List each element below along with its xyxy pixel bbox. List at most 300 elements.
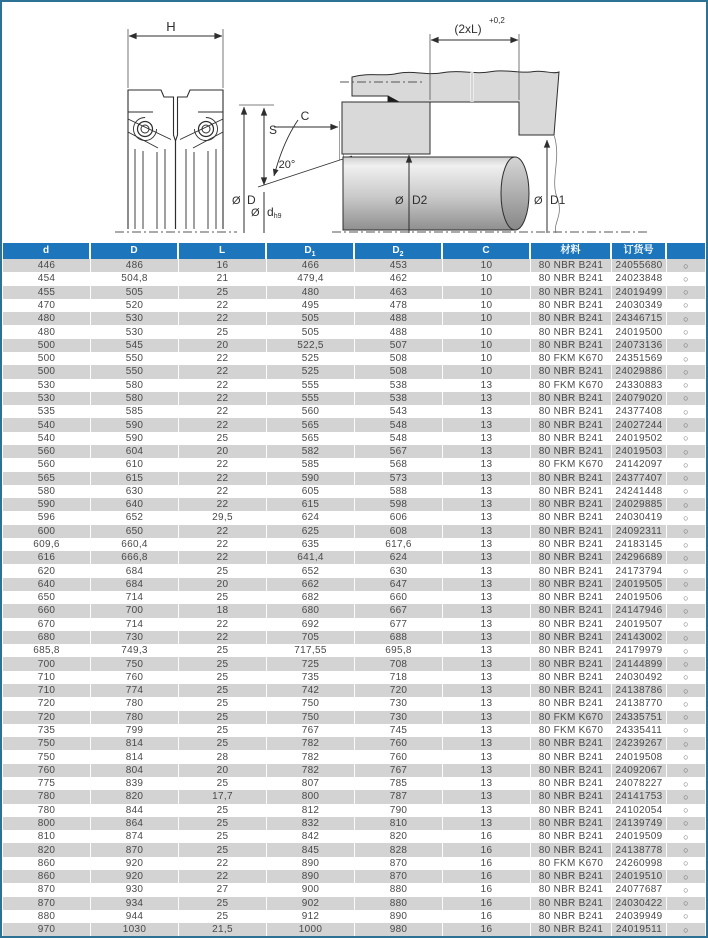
table-row [3,591,705,604]
cell-material: 80 NBR B241 [531,644,612,657]
table-body [3,259,705,936]
cell-D: 920 [91,857,179,870]
availability-circle-icon: ○ [667,578,705,591]
cell-d: 820 [3,843,91,856]
cell-D: 864 [91,817,179,830]
cell-D: 874 [91,830,179,843]
cell-D2: 538 [355,392,443,405]
cell-D2: 790 [355,804,443,817]
cell-d: 470 [3,299,91,312]
availability-circle-icon: ○ [667,671,705,684]
cell-D: 839 [91,777,179,790]
cell-d: 810 [3,830,91,843]
table-row [3,379,705,392]
cell-D1: 555 [267,379,355,392]
availability-circle-icon: ○ [667,618,705,631]
cell-material: 80 FKM K670 [531,711,612,724]
cell-d: 596 [3,511,91,524]
cell-L: 25 [179,644,267,657]
cell-d: 735 [3,724,91,737]
cell-order-number: 24143002 [612,631,667,644]
availability-circle-icon: ○ [667,830,705,843]
cell-D2: 667 [355,604,443,617]
cell-d: 750 [3,737,91,750]
cell-L: 25 [179,286,267,299]
table-row [3,737,705,750]
availability-circle-icon: ○ [667,379,705,392]
cell-d: 870 [3,897,91,910]
cell-D: 934 [91,897,179,910]
cell-D1: 680 [267,604,355,617]
cell-d: 446 [3,259,91,272]
cell-D1: 890 [267,857,355,870]
technical-drawing [2,2,708,243]
availability-circle-icon: ○ [667,777,705,790]
cell-order-number: 24019510 [612,870,667,883]
cell-material: 80 NBR B241 [531,843,612,856]
cell-C: 13 [443,591,531,604]
cell-L: 25 [179,325,267,338]
cell-material: 80 NBR B241 [531,684,612,697]
cell-d: 640 [3,578,91,591]
cell-material: 80 FKM K670 [531,724,612,737]
cell-D: 684 [91,564,179,577]
dim-label-dia-D-sign: Ø [232,195,241,207]
cell-d: 455 [3,286,91,299]
cell-d: 530 [3,392,91,405]
cell-material: 80 NBR B241 [531,830,612,843]
cell-D1: 522,5 [267,339,355,352]
cell-material: 80 NBR B241 [531,418,612,431]
availability-circle-icon: ○ [667,312,705,325]
availability-circle-icon: ○ [667,564,705,577]
table-row [3,498,705,511]
installation-view [332,16,647,233]
cell-order-number: 24030492 [612,671,667,684]
cell-D1: 505 [267,312,355,325]
cell-L: 22 [179,352,267,365]
cell-material: 80 NBR B241 [531,910,612,923]
cell-D1: 615 [267,498,355,511]
cell-D: 550 [91,352,179,365]
cell-L: 20 [179,764,267,777]
cell-C: 16 [443,897,531,910]
cell-D: 590 [91,418,179,431]
cell-material: 80 FKM K670 [531,458,612,471]
cell-D1: 565 [267,432,355,445]
cell-D2: 463 [355,286,443,299]
column-header-d: d [3,243,91,259]
cell-C: 13 [443,750,531,763]
cell-L: 25 [179,697,267,710]
cell-material: 80 NBR B241 [531,671,612,684]
cell-D: 814 [91,750,179,763]
availability-circle-icon: ○ [667,604,705,617]
cell-C: 10 [443,272,531,285]
cell-material: 80 NBR B241 [531,286,612,299]
cell-D: 780 [91,711,179,724]
availability-circle-icon: ○ [667,472,705,485]
cell-D: 844 [91,804,179,817]
cell-D1: 807 [267,777,355,790]
cell-D2: 828 [355,843,443,856]
cell-D2: 890 [355,910,443,923]
cell-C: 10 [443,339,531,352]
cell-D2: 980 [355,923,443,936]
cell-C: 16 [443,857,531,870]
cell-D: 580 [91,392,179,405]
cell-C: 13 [443,498,531,511]
availability-circle-icon: ○ [667,804,705,817]
availability-circle-icon: ○ [667,538,705,551]
table-row [3,697,705,710]
cell-D: 820 [91,790,179,803]
cell-D2: 608 [355,525,443,538]
cell-L: 16 [179,259,267,272]
table-row [3,418,705,431]
cell-material: 80 NBR B241 [531,538,612,551]
cell-order-number: 24142097 [612,458,667,471]
cell-L: 25 [179,737,267,750]
cell-D1: 560 [267,405,355,418]
availability-circle-icon: ○ [667,405,705,418]
cell-material: 80 NBR B241 [531,764,612,777]
table-row [3,883,705,896]
cell-order-number: 24138786 [612,684,667,697]
cell-D: 650 [91,525,179,538]
cell-L: 17,7 [179,790,267,803]
cell-D2: 567 [355,445,443,458]
cell-D: 930 [91,883,179,896]
cell-d: 620 [3,564,91,577]
cell-D1: 735 [267,671,355,684]
column-header-material: 材料 [531,243,612,259]
cell-material: 80 NBR B241 [531,405,612,418]
cell-D1: 812 [267,804,355,817]
housing-left-block [342,102,430,154]
cell-d: 870 [3,883,91,896]
cell-D: 749,3 [91,644,179,657]
cell-D2: 617,6 [355,538,443,551]
table-row [3,578,705,591]
shaft-end-cap [501,157,529,230]
dim-label-dia-D1-sign: Ø [534,195,543,207]
cell-d: 860 [3,857,91,870]
availability-circle-icon: ○ [667,644,705,657]
table-row [3,711,705,724]
cell-C: 13 [443,472,531,485]
table-row [3,472,705,485]
cell-D1: 505 [267,325,355,338]
table-row [3,817,705,830]
cell-L: 22 [179,870,267,883]
cell-D1: 682 [267,591,355,604]
cell-D2: 745 [355,724,443,737]
cell-d: 590 [3,498,91,511]
availability-circle-icon: ○ [667,299,705,312]
cell-D1: 912 [267,910,355,923]
cell-D: 550 [91,365,179,378]
cell-L: 22 [179,392,267,405]
cell-D2: 787 [355,790,443,803]
cell-d: 480 [3,312,91,325]
cell-D2: 730 [355,711,443,724]
table-row [3,897,705,910]
table-row [3,564,705,577]
cell-order-number: 24138770 [612,697,667,710]
cell-order-number: 24030419 [612,511,667,524]
cell-D1: 635 [267,538,355,551]
dim-label-dia-D2: D2 [412,193,428,207]
cell-C: 13 [443,485,531,498]
cell-material: 80 NBR B241 [531,272,612,285]
availability-circle-icon: ○ [667,352,705,365]
column-header-availability [667,243,705,259]
cell-C: 13 [443,671,531,684]
cell-C: 13 [443,790,531,803]
cell-D1: 767 [267,724,355,737]
cell-C: 10 [443,312,531,325]
cell-order-number: 24147946 [612,604,667,617]
cell-D: 714 [91,591,179,604]
cell-D2: 718 [355,671,443,684]
cell-material: 80 NBR B241 [531,339,612,352]
cell-material: 80 NBR B241 [531,737,612,750]
cell-C: 16 [443,870,531,883]
availability-circle-icon: ○ [667,392,705,405]
cell-d: 616 [3,551,91,564]
cell-D1: 900 [267,883,355,896]
cell-L: 22 [179,472,267,485]
cell-D: 610 [91,458,179,471]
cell-material: 80 NBR B241 [531,525,612,538]
availability-circle-icon: ○ [667,923,705,936]
cell-C: 13 [443,817,531,830]
cell-d: 609,6 [3,538,91,551]
cell-order-number: 24027244 [612,418,667,431]
cell-C: 13 [443,538,531,551]
cell-material: 80 NBR B241 [531,923,612,936]
cell-D2: 548 [355,418,443,431]
cell-D1: 750 [267,711,355,724]
cell-C: 10 [443,259,531,272]
availability-circle-icon: ○ [667,657,705,670]
cell-material: 80 NBR B241 [531,604,612,617]
cell-D: 630 [91,485,179,498]
cell-D2: 508 [355,352,443,365]
cell-order-number: 24141753 [612,790,667,803]
cell-L: 25 [179,591,267,604]
cell-D2: 647 [355,578,443,591]
cell-d: 560 [3,445,91,458]
cell-C: 13 [443,578,531,591]
table-row [3,764,705,777]
cell-d: 860 [3,870,91,883]
cell-D: 750 [91,657,179,670]
cell-D1: 555 [267,392,355,405]
column-header-D1: D 1 [267,243,355,259]
cell-D1: 590 [267,472,355,485]
cell-order-number: 24019508 [612,750,667,763]
cell-D: 590 [91,432,179,445]
cell-C: 13 [443,724,531,737]
cell-D1: 624 [267,511,355,524]
cell-d: 535 [3,405,91,418]
cell-material: 80 NBR B241 [531,564,612,577]
cell-d: 560 [3,458,91,471]
cell-L: 22 [179,365,267,378]
cell-C: 16 [443,923,531,936]
cell-C: 13 [443,551,531,564]
cell-d: 680 [3,631,91,644]
cell-D: 780 [91,697,179,710]
cell-material: 80 NBR B241 [531,485,612,498]
availability-circle-icon: ○ [667,591,705,604]
availability-circle-icon: ○ [667,750,705,763]
availability-circle-icon: ○ [667,857,705,870]
cell-L: 22 [179,525,267,538]
cell-material: 80 NBR B241 [531,445,612,458]
cell-order-number: 24019507 [612,618,667,631]
cell-D2: 760 [355,737,443,750]
cell-L: 25 [179,817,267,830]
cell-D: 530 [91,325,179,338]
cell-d: 710 [3,684,91,697]
cell-material: 80 NBR B241 [531,432,612,445]
table-row [3,286,705,299]
cell-order-number: 24139749 [612,817,667,830]
cell-D1: 782 [267,764,355,777]
cell-L: 28 [179,750,267,763]
cell-C: 13 [443,379,531,392]
table-row [3,538,705,551]
table-row [3,365,705,378]
cell-D1: 832 [267,817,355,830]
availability-circle-icon: ○ [667,724,705,737]
cell-C: 13 [443,604,531,617]
cell-D2: 453 [355,259,443,272]
cell-order-number: 24144899 [612,657,667,670]
cell-D1: 902 [267,897,355,910]
cell-D1: 705 [267,631,355,644]
cell-material: 80 NBR B241 [531,392,612,405]
cell-order-number: 24029885 [612,498,667,511]
cell-D2: 677 [355,618,443,631]
cell-C: 13 [443,657,531,670]
availability-circle-icon: ○ [667,365,705,378]
cell-D2: 462 [355,272,443,285]
availability-circle-icon: ○ [667,711,705,724]
cell-D1: 742 [267,684,355,697]
cell-order-number: 24239267 [612,737,667,750]
cell-order-number: 24346715 [612,312,667,325]
cell-D2: 695,8 [355,644,443,657]
cell-d: 700 [3,657,91,670]
cell-L: 25 [179,657,267,670]
cell-C: 13 [443,644,531,657]
availability-circle-icon: ○ [667,286,705,299]
cell-L: 22 [179,458,267,471]
availability-circle-icon: ○ [667,339,705,352]
cell-D1: 652 [267,564,355,577]
cell-material: 80 NBR B241 [531,870,612,883]
cell-D2: 880 [355,897,443,910]
cell-D1: 565 [267,418,355,431]
table-row [3,525,705,538]
cell-D2: 508 [355,365,443,378]
cell-D2: 810 [355,817,443,830]
cell-D2: 488 [355,312,443,325]
cell-L: 25 [179,432,267,445]
cell-d: 660 [3,604,91,617]
availability-circle-icon: ○ [667,697,705,710]
cell-D2: 548 [355,432,443,445]
cell-L: 22 [179,498,267,511]
cell-order-number: 24296689 [612,551,667,564]
cell-D: 580 [91,379,179,392]
table-row [3,445,705,458]
cell-L: 25 [179,910,267,923]
table-row [3,657,705,670]
cell-d: 880 [3,910,91,923]
table-row [3,259,705,272]
cell-D2: 488 [355,325,443,338]
cell-d: 480 [3,325,91,338]
cell-D: 530 [91,312,179,325]
cell-D: 520 [91,299,179,312]
cell-D: 944 [91,910,179,923]
cell-C: 16 [443,883,531,896]
cell-d: 970 [3,923,91,936]
cell-D: 652 [91,511,179,524]
cell-L: 22 [179,618,267,631]
table-row [3,604,705,617]
cell-D1: 842 [267,830,355,843]
cell-D1: 1000 [267,923,355,936]
cell-d: 530 [3,379,91,392]
cell-D2: 767 [355,764,443,777]
availability-circle-icon: ○ [667,764,705,777]
table-row [3,724,705,737]
cell-L: 27 [179,883,267,896]
cell-order-number: 24138778 [612,843,667,856]
availability-circle-icon: ○ [667,631,705,644]
cell-L: 25 [179,684,267,697]
cell-C: 13 [443,418,531,431]
cell-C: 13 [443,511,531,524]
cell-D: 760 [91,671,179,684]
cell-d: 500 [3,339,91,352]
cell-order-number: 24330883 [612,379,667,392]
cell-d: 500 [3,352,91,365]
cell-L: 22 [179,857,267,870]
cell-order-number: 24179979 [612,644,667,657]
availability-circle-icon: ○ [667,525,705,538]
table-row [3,684,705,697]
cell-D2: 606 [355,511,443,524]
availability-circle-icon: ○ [667,498,705,511]
column-header-D2: D 2 [355,243,443,259]
table-row [3,830,705,843]
table-row [3,750,705,763]
seal-cross-section [115,19,237,232]
cell-order-number: 24092067 [612,764,667,777]
cell-order-number: 24078227 [612,777,667,790]
cell-material: 80 NBR B241 [531,790,612,803]
column-header-C: C [443,243,531,259]
table-row [3,485,705,498]
cell-D1: 692 [267,618,355,631]
